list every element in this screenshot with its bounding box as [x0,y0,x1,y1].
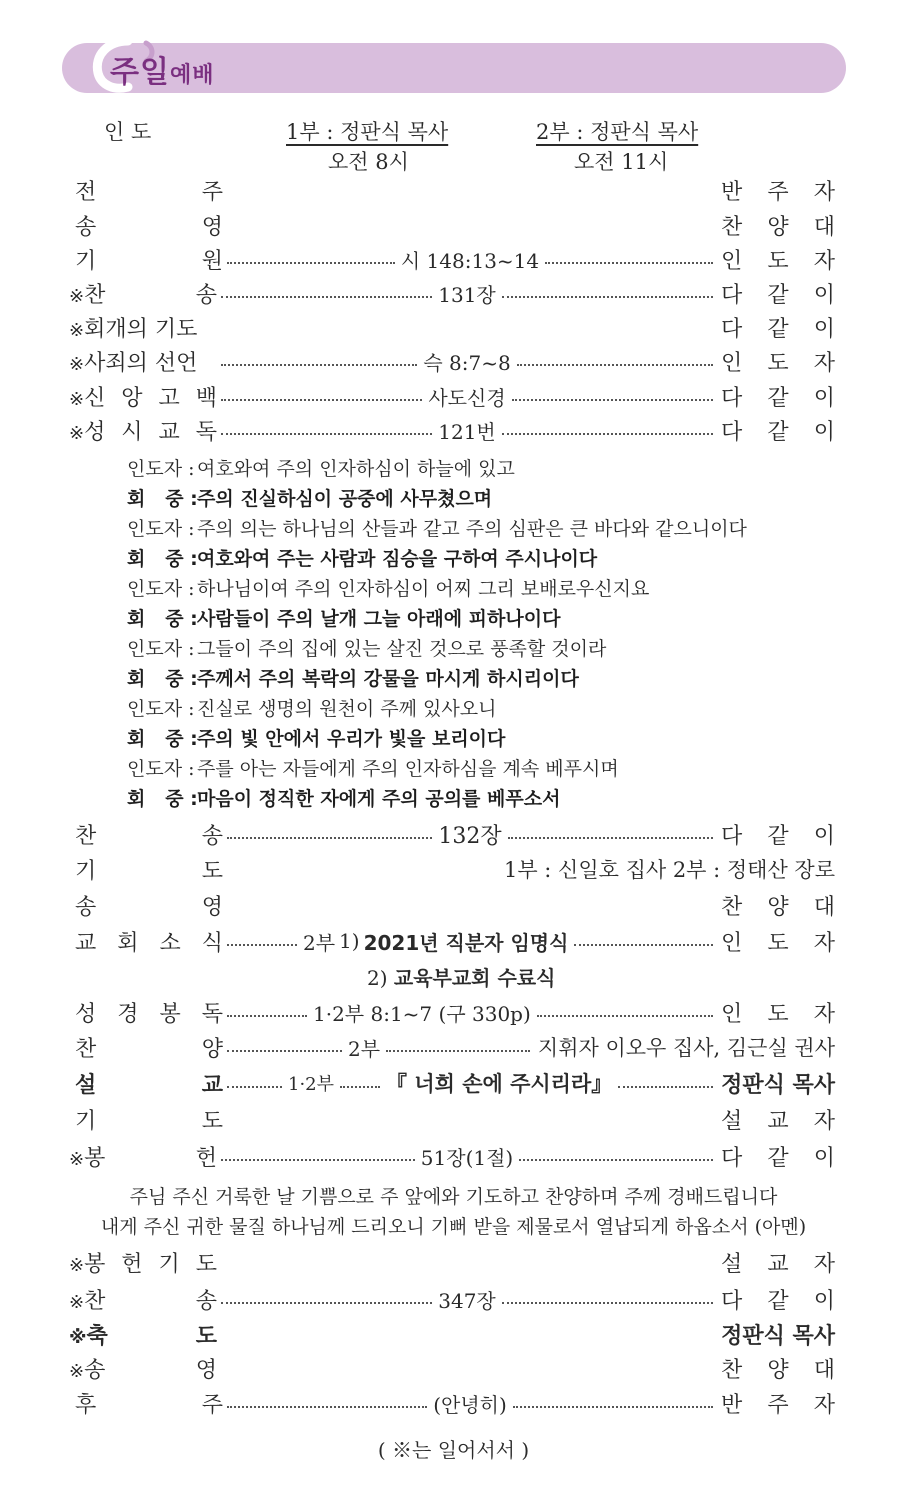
order-item-label: ※송 영 [69,1357,217,1383]
news-item-2: 2) 교육부교회 수료식 [367,966,556,990]
order-row-anthem: 찬 양 2부 지휘자 이오우 집사, 김근실 권사 [75,1036,835,1062]
order-row [75,209,835,241]
service-2-name: 2부 : 정판식 목사 [536,120,699,144]
response-leader: 인도자 : 여호와여 주의 인자하심이 하늘에 있고 [127,458,515,480]
order-row-reading: 성 경 봉 독 1·2부 8:1~7 (구 330p) 인 도 자 [75,1001,835,1027]
order-row-prayer: 기 도 1부 : 신일호 집사 2부 : 정태산 장로 [75,858,835,884]
order-item-label: ※찬 송 [69,1288,217,1314]
order-item-label: 송 영 [75,214,223,240]
order-item-leader: 반 주 자 [721,179,835,205]
order-item-leader: 다 같 이 [721,316,835,342]
order-row [69,414,835,446]
order-row-offering: ※봉 헌 51장(1절) 다 같 이 [69,1145,835,1171]
response-congregation: 회 중 :주의 빛 안에서 우리가 빛을 보리이다 [127,728,506,750]
order-row [69,1246,835,1278]
order-item-leader: 찬 양 대 [721,214,835,240]
order-item-label: 전 주 [75,179,223,205]
order-item-label: ※성 시 교 독 [69,419,217,445]
order-row [75,1387,835,1419]
order-row [75,243,835,275]
order-row [69,311,835,343]
standing-footnote: ( ※는 일어서서 ) [377,1438,530,1462]
order-item-leader: 다 같 이 [721,282,835,308]
response-congregation: 회 중 :주께서 주의 복락의 강물을 마시게 하시리이다 [127,668,579,690]
service-2-time: 오전 11시 [574,150,669,174]
order-item-leader: 인 도 자 [721,248,835,274]
order-item-leader: 다 같 이 [721,1288,835,1314]
order-item-detail: (안녕히) [433,1392,507,1417]
order-item-leader: 정판식 목사 [721,1323,835,1349]
order-item-leader: 다 같 이 [721,385,835,411]
order-item-detail: 131장 [438,282,496,307]
order-row [75,174,835,206]
order-item-label: 후 주 [75,1392,223,1418]
order-row-hymn: 찬 송 132장 다 같 이 [75,823,835,849]
order-item-detail: 347장 [438,1288,496,1313]
order-item-label: ※회개의 기도 [69,316,198,342]
order-item-label: 기 원 [75,248,223,274]
order-row-doxology: 송 영 찬 양 대 [75,894,835,920]
response-congregation: 회 중 :사람들이 주의 날개 그늘 아래에 피하나이다 [127,608,561,630]
order-item-leader: 인 도 자 [721,350,835,376]
order-row-news: 교 회 소 식 2부 1) 2021년 직분자 임명식 인 도 자 [75,929,835,956]
response-leader: 인도자 : 하나님이여 주의 인자하심이 어찌 그리 보배로우신지요 [127,578,650,600]
order-item-label: ※축 도 [69,1323,217,1349]
page-title [110,47,214,91]
order-row [69,1352,835,1384]
service-1-name: 1부 : 정판식 목사 [286,120,449,144]
service-1-time: 오전 8시 [328,150,409,174]
order-item-leader: 찬 양 대 [721,1357,835,1383]
response-congregation: 회 중 :여호와여 주는 사람과 짐승을 구하여 주시나이다 [127,548,598,570]
response-congregation: 회 중 :주의 진실하심이 공중에 사무쳤으며 [127,488,493,510]
order-item-detail: 121번 [438,419,496,444]
title-main: 주일 [110,55,170,90]
order-item-leader: 다 같 이 [721,419,835,445]
offering-verse-line-2: 내게 주신 귀한 물질 하나님께 드리오니 기뻐 받을 제물로서 열납되게 하옵소서 (아멘) [100,1216,807,1238]
order-item-label: ※찬 송 [69,282,217,308]
order-item-detail: 사도신경 [428,385,506,410]
order-item-detail: 시 148:13~14 [400,248,540,273]
title-small: 예배 [169,63,215,88]
order-row [69,345,835,377]
response-congregation: 회 중 :마음이 정직한 자에게 주의 공의를 베푸소서 [127,788,561,810]
order-row [69,380,835,412]
offering-verse-line-1: 주님 주신 거룩한 날 기쁨으로 주 앞에와 기도하고 찬양하며 주께 경배드립니다 [129,1186,778,1208]
order-item-label: ※봉 헌 기 도 [69,1251,217,1277]
order-row [69,1318,835,1350]
order-item-label: ※신 앙 고 백 [69,385,217,411]
order-item-leader: 설 교 자 [721,1251,835,1277]
order-item-label: ※사죄의 선언 [69,350,198,376]
order-item-leader: 반 주 자 [721,1392,835,1418]
order-item-detail: 슥 8:7~8 [423,350,511,375]
response-leader: 인도자 : 진실로 생명의 원천이 주께 있사오니 [127,698,497,720]
order-row-sermon: 설 교 1·2부 『 너희 손에 주시리라』 정판식 목사 [75,1072,835,1098]
response-leader: 인도자 : 주를 아는 자들에게 주의 인자하심을 계속 베푸시며 [127,758,619,780]
order-row [69,277,835,309]
response-leader: 인도자 : 그들이 주의 집에 있는 살진 것으로 풍족할 것이라 [127,638,607,660]
order-row [69,1283,835,1315]
order-row-prayer2: 기 도 설 교 자 [75,1108,835,1134]
response-leader: 인도자 : 주의 의는 하나님의 산들과 같고 주의 심판은 큰 바다와 같으니이다 [127,518,747,540]
leader-label: 인 도 [104,120,152,144]
